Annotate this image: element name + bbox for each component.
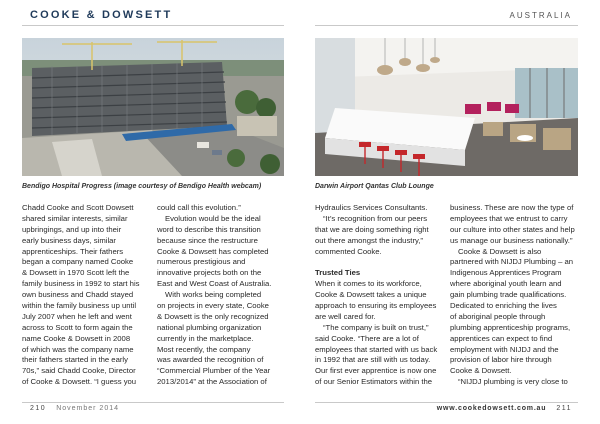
text-line: commented Cooke.: [315, 246, 382, 256]
bendigo-hospital-photo: [22, 38, 284, 176]
text-line: currently in the marketplace.: [157, 333, 254, 343]
text-line: out there amongst the industry,”: [315, 235, 423, 245]
text-line: was awarded the recognition of: [157, 355, 264, 365]
text-line: own business and Chadd stayed: [22, 290, 134, 300]
bottom-rule-left: [22, 402, 284, 403]
text-line: “It’s recognition from our peers: [323, 213, 428, 223]
top-rule-left: [22, 25, 284, 26]
article-column-2: [157, 203, 285, 388]
text-line: Dedicated to enriching the lives: [450, 301, 557, 311]
text-line: of our Senior Estimators within the: [315, 377, 433, 387]
text-line: Cooke & Dowsett.: [450, 366, 512, 376]
article-column-3: [315, 203, 443, 388]
text-line: employment with NIJDJ and the: [450, 344, 559, 354]
page-number-left: 210: [30, 405, 47, 412]
text-line: Evolution would be the ideal: [165, 213, 261, 223]
text-line: of Cooke & Dowsett. “I guess you: [22, 377, 137, 387]
text-line: Cooke & Dowsett has completed: [157, 246, 269, 256]
text-line: apprenticeships. Their fathers: [22, 246, 124, 256]
issue-date: November 2014: [56, 405, 119, 412]
text-line: 2013/2014” at the Association of: [157, 377, 267, 387]
text-line: Indigenous Apprentices Program: [450, 268, 562, 278]
text-line: shared similar interests, similar: [22, 213, 128, 223]
text-line: Cooke & Dowsett takes a unique: [315, 290, 427, 300]
section-heading: Trusted Ties: [315, 268, 361, 278]
text-line: of aboriginal people through: [450, 311, 546, 321]
text-line: “Commercial Plumber of the Year: [157, 366, 271, 376]
text-line: “The company is built on trust,”: [323, 322, 429, 332]
text-line: innovative projects both on the: [157, 268, 262, 278]
text-line: could call this evolution.”: [157, 203, 241, 212]
region-label: AUSTRALIA: [509, 11, 572, 20]
text-line: our culture into other states and help: [450, 224, 575, 234]
text-line: East and West Coast of Australia.: [157, 279, 272, 289]
text-line: & Dowsett in 1970 Scott left the: [22, 268, 130, 278]
text-line: “NIJDJ plumbing is very close to: [458, 377, 568, 387]
text-line: where aboriginal youth learn and: [450, 279, 562, 289]
text-line: 70s,” said Chadd Cooke, Director: [22, 366, 136, 376]
top-rule-right: [315, 25, 578, 26]
footer-left: [30, 405, 119, 412]
article-column-1: [22, 203, 150, 388]
text-line: family business in 1992 to start his: [22, 279, 140, 289]
page-number-right: 211: [556, 405, 572, 412]
text-line: & Dowsett is the only recognized: [157, 311, 269, 321]
text-line: plumbing apprenticeship programs,: [450, 322, 571, 332]
text-line: [315, 257, 443, 268]
text-line: are well cared for.: [315, 311, 376, 321]
text-line: within the family business up until: [22, 301, 137, 311]
text-line: said Cooke. “There are a lot of: [315, 333, 419, 343]
text-line: national plumbing organization: [157, 322, 262, 332]
text-line: business. These are now the type of: [450, 203, 574, 212]
qantas-lounge-photo: [315, 38, 578, 176]
text-line: When it comes to its workforce,: [315, 279, 422, 289]
text-line: their fathers started in the early: [22, 355, 128, 365]
magazine-brand: COOKE & DOWSETT: [30, 9, 173, 21]
text-line: approach to ensuring its employees: [315, 301, 437, 311]
photo-caption-right: Darwin Airport Qantas Club Lounge: [315, 183, 434, 190]
text-line: numerous prestigious and: [157, 257, 246, 267]
text-line: because since the restructure: [157, 235, 258, 245]
text-line: on projects in every state, Cooke: [157, 301, 269, 311]
footer-right: [437, 405, 572, 412]
text-line: of which was the company name: [22, 344, 134, 354]
text-line: across to Scott to form again the: [22, 322, 133, 332]
text-line: employees that we entrust to carry: [450, 213, 568, 223]
text-line: upbringings, and up into their: [22, 224, 122, 234]
text-line: gain plumbing trade qualifications.: [450, 290, 567, 300]
text-line: Chadd Cooke and Scott Dowsett: [22, 203, 134, 212]
photo-caption-left: Bendigo Hospital Progress (image courtesy of Bendigo Health webcam): [22, 183, 262, 190]
text-line: name Cooke & Dowsett in 2008: [22, 333, 131, 343]
text-line: Hydraulics Services Consultants.: [315, 203, 428, 212]
text-line: Most recently, the company: [157, 344, 251, 354]
text-line: early business days, similar: [22, 235, 116, 245]
text-line: word to describe this transition: [157, 224, 261, 234]
text-line: Cooke & Dowsett is also: [458, 246, 542, 256]
text-line: partnered with NIJDJ Plumbing – an: [450, 257, 574, 267]
website-link[interactable]: www.cookedowsett.com.au: [436, 405, 547, 412]
text-line: July 2007 when he left and went: [22, 311, 132, 321]
text-line: Our first ever apprentice is now one: [315, 366, 437, 376]
text-line: began a company named Cooke: [22, 257, 134, 267]
text-line: provision of labor hire through: [450, 355, 552, 365]
text-line: With works being completed: [165, 290, 262, 300]
text-line: us manage our business nationally.”: [450, 235, 573, 245]
bottom-rule-right: [315, 402, 578, 403]
text-line: apprentices can expect to find: [450, 333, 553, 343]
text-line: that we are doing something right: [315, 224, 429, 234]
text-line: in 1992 that are still with us today.: [315, 355, 431, 365]
article-column-4: [450, 203, 578, 388]
text-line: employees that started with us back: [315, 344, 438, 354]
